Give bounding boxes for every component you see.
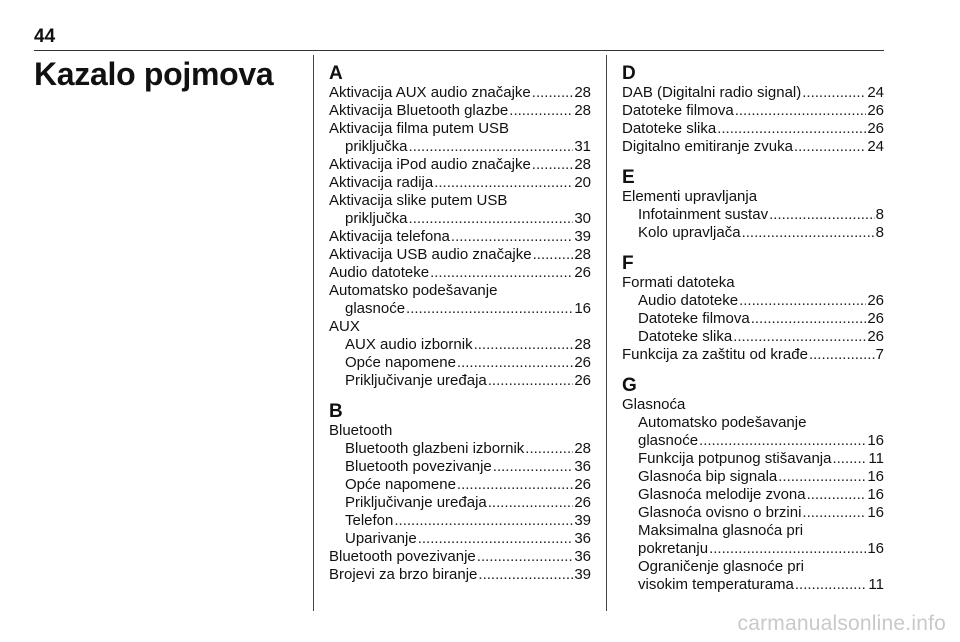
index-entry-label: Bluetooth glazbeni izbornik (345, 440, 525, 457)
dot-leader (406, 300, 573, 318)
index-column-right (622, 64, 884, 594)
dot-leader (802, 84, 866, 102)
page-number: 44 (34, 26, 56, 47)
dot-leader (532, 156, 574, 174)
index-entry (329, 476, 591, 494)
index-entry (622, 310, 884, 328)
index-entry-label: priključka (345, 138, 408, 155)
index-entry (329, 548, 591, 566)
dot-leader (418, 530, 574, 548)
dot-leader (478, 566, 573, 584)
index-entry-page: 30 (574, 210, 591, 227)
index-entry (329, 246, 591, 264)
index-entry-page: 39 (574, 228, 591, 245)
index-entry-label: Kolo upravljača (638, 224, 741, 241)
index-entry-label: Priključivanje uređaja (345, 494, 487, 511)
dot-leader (493, 458, 574, 476)
index-entry (622, 328, 884, 346)
index-entry (329, 336, 591, 354)
index-entry-page: 26 (867, 328, 884, 345)
index-entry (329, 84, 591, 102)
index-entry-page: 16 (867, 468, 884, 485)
dot-leader (509, 102, 573, 120)
dot-leader (457, 476, 573, 494)
index-entry-label: Aktivacija telefona (329, 228, 450, 245)
dot-leader (733, 328, 866, 346)
index-entry-label: Audio datoteke (638, 292, 739, 309)
index-entry-page: 11 (868, 576, 884, 593)
header-rule (34, 50, 884, 51)
index-entry-page: 20 (574, 174, 591, 191)
index-entry-page: 26 (574, 264, 591, 281)
dot-leader (739, 292, 866, 310)
index-entry-label: Priključivanje uređaja (345, 372, 487, 389)
index-entry-label: Bluetooth povezivanje (329, 548, 476, 565)
index-entry-page: 26 (867, 102, 884, 119)
index-entry (622, 292, 884, 310)
index-entry-label: glasnoće (345, 300, 406, 317)
index-entry-label: Aktivacija USB audio značajke (329, 246, 532, 263)
index-entry (329, 566, 591, 584)
index-entry-page: 26 (574, 476, 591, 493)
index-entry-page: 7 (875, 346, 884, 363)
index-entry (329, 458, 591, 476)
index-entry-page: 24 (867, 84, 884, 101)
index-entry (329, 174, 591, 192)
index-entry-page: 28 (574, 102, 591, 119)
index-entry (622, 432, 884, 450)
dot-leader (778, 468, 866, 486)
index-entry-label: glasnoće (638, 432, 699, 449)
index-entry (622, 576, 884, 594)
dot-leader (488, 372, 574, 390)
index-entry-page: 39 (574, 512, 591, 529)
index-entry-label: priključka (345, 210, 408, 227)
index-entry (622, 468, 884, 486)
index-entry-page: 16 (867, 486, 884, 503)
dot-leader (488, 494, 574, 512)
index-entry-label: Aktivacija Bluetooth glazbe (329, 102, 509, 119)
index-entry (329, 354, 591, 372)
dot-leader (434, 174, 573, 192)
index-entry-page: 26 (867, 120, 884, 137)
dot-leader (742, 224, 875, 242)
index-entry (329, 512, 591, 530)
dot-leader (409, 138, 574, 156)
column-divider-1 (313, 55, 314, 611)
index-entry-label: Funkcija potpunog stišavanja (638, 450, 832, 467)
index-entry (622, 450, 884, 468)
index-heading: Formati datoteka (622, 274, 735, 291)
index-entry-page: 16 (574, 300, 591, 317)
dot-leader (717, 120, 866, 138)
index-entry-page: 11 (868, 450, 884, 467)
index-entry-page: 36 (574, 530, 591, 547)
index-entry-page: 24 (867, 138, 884, 155)
index-entry-label: Uparivanje (345, 530, 417, 547)
index-heading: Aktivacija slike putem USB (329, 192, 508, 209)
index-letter: A (329, 63, 343, 84)
dot-leader (474, 336, 574, 354)
index-entry-page: 16 (867, 504, 884, 521)
index-heading: Maksimalna glasnoća pri (638, 522, 804, 539)
index-entry-label: Datoteke filmova (622, 102, 734, 119)
index-heading: Elementi upravljanja (622, 188, 758, 205)
index-entry-label: Infotainment sustav (638, 206, 769, 223)
dot-leader (832, 450, 867, 468)
index-entry-label: DAB (Digitalni radio signal) (622, 84, 802, 101)
dot-leader (735, 102, 867, 120)
index-entry-label: Bluetooth povezivanje (345, 458, 492, 475)
dot-leader (477, 548, 574, 566)
index-entry (622, 486, 884, 504)
index-column-left (329, 64, 591, 584)
index-entry (622, 206, 884, 224)
index-entry-label: Datoteke filmova (638, 310, 750, 327)
dot-leader (430, 264, 573, 282)
index-letter: F (622, 253, 634, 274)
index-entry-page: 28 (574, 156, 591, 173)
dot-leader (794, 138, 866, 156)
index-entry (622, 102, 884, 120)
dot-leader (532, 84, 574, 102)
index-entry-label: Brojevi za brzo biranje (329, 566, 478, 583)
dot-leader (451, 228, 573, 246)
index-entry-page: 28 (574, 246, 591, 263)
page-title: Kazalo pojmova (34, 56, 274, 92)
index-letter: B (329, 401, 343, 422)
index-entry-label: Opće napomene (345, 354, 456, 371)
dot-leader (525, 440, 573, 458)
index-entry (329, 440, 591, 458)
index-entry (329, 494, 591, 512)
dot-leader (709, 540, 866, 558)
index-entry (329, 530, 591, 548)
index-entry-label: Glasnoća bip signala (638, 468, 778, 485)
index-entry-page: 16 (867, 432, 884, 449)
index-entry (622, 84, 884, 102)
dot-leader (457, 354, 573, 372)
index-entry (622, 138, 884, 156)
index-entry-label: Funkcija za zaštitu od krađe (622, 346, 808, 363)
index-entry (622, 504, 884, 522)
index-entry-label: AUX audio izbornik (345, 336, 473, 353)
dot-leader (751, 310, 867, 328)
dot-leader (394, 512, 573, 530)
index-entry-label: Glasnoća melodije zvona (638, 486, 806, 503)
index-entry (329, 228, 591, 246)
index-entry-page: 26 (574, 372, 591, 389)
index-entry-label: Datoteke slika (638, 328, 733, 345)
index-entry-page: 26 (574, 494, 591, 511)
index-entry-label: Aktivacija iPod audio značajke (329, 156, 531, 173)
dot-leader (769, 206, 875, 224)
index-entry-page: 36 (574, 548, 591, 565)
index-entry-label: Opće napomene (345, 476, 456, 493)
index-heading: Glasnoća (622, 396, 686, 413)
dot-leader (809, 346, 875, 364)
index-entry (329, 300, 591, 318)
index-entry-label: Datoteke slika (622, 120, 717, 137)
index-letter: G (622, 375, 637, 396)
index-heading: Bluetooth (329, 422, 393, 439)
index-letter: E (622, 167, 635, 188)
index-heading: Automatsko podešavanje (638, 414, 807, 431)
index-entry-page: 39 (574, 566, 591, 583)
index-entry (329, 210, 591, 228)
dot-leader (533, 246, 574, 264)
index-entry-page: 16 (867, 540, 884, 557)
dot-leader (807, 486, 867, 504)
index-heading: AUX (329, 318, 360, 335)
index-entry-label: Digitalno emitiranje zvuka (622, 138, 793, 155)
index-entry-page: 8 (875, 206, 884, 223)
dot-leader (409, 210, 574, 228)
index-entry-label: Glasnoća ovisno o brzini (638, 504, 802, 521)
index-entry-page: 26 (574, 354, 591, 371)
index-entry-page: 28 (574, 84, 591, 101)
index-entry (329, 138, 591, 156)
index-entry-page: 28 (574, 336, 591, 353)
index-entry-page: 8 (875, 224, 884, 241)
index-entry (329, 102, 591, 120)
dot-leader (699, 432, 866, 450)
index-entry (622, 540, 884, 558)
index-entry (329, 156, 591, 174)
index-entry-label: visokim temperaturama (638, 576, 794, 593)
index-entry-page: 26 (867, 310, 884, 327)
index-entry-label: Aktivacija radija (329, 174, 434, 191)
index-entry-page: 28 (574, 440, 591, 457)
index-entry-label: Audio datoteke (329, 264, 430, 281)
dot-leader (802, 504, 866, 522)
index-entry (622, 224, 884, 242)
index-entry (329, 372, 591, 390)
watermark: carmanualsonline.info (737, 612, 946, 635)
index-entry (329, 264, 591, 282)
index-entry-label: pokretanju (638, 540, 709, 557)
dot-leader (795, 576, 868, 594)
index-heading: Automatsko podešavanje (329, 282, 498, 299)
index-entry-page: 36 (574, 458, 591, 475)
index-entry-label: Telefon (345, 512, 394, 529)
column-divider-2 (606, 55, 607, 611)
index-letter: D (622, 63, 636, 84)
index-entry (622, 120, 884, 138)
index-heading: Ograničenje glasnoće pri (638, 558, 804, 575)
index-entry-page: 31 (574, 138, 591, 155)
index-entry-label: Aktivacija AUX audio značajke (329, 84, 531, 101)
index-entry-page: 26 (867, 292, 884, 309)
index-entry (622, 346, 884, 364)
index-heading: Aktivacija filma putem USB (329, 120, 510, 137)
